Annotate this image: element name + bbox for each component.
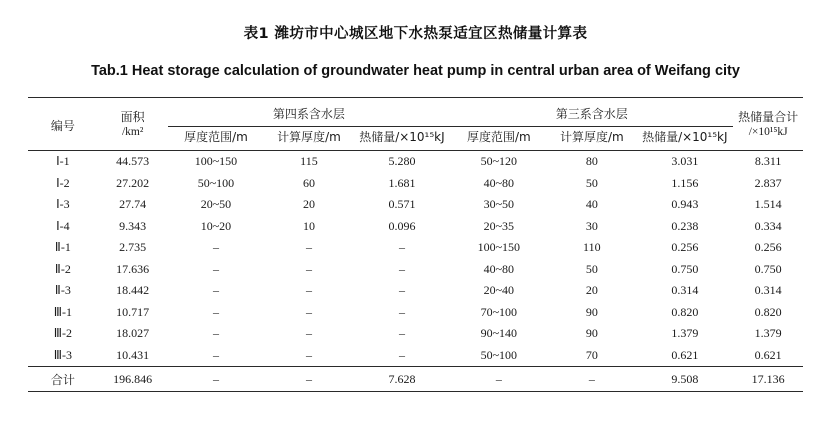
cell-q-heat: – [398,347,405,362]
cell-total-area: 196.846 [98,367,168,392]
cell-total-t-range: – [450,367,547,392]
cell-t-range: 20~35 [483,218,515,233]
header-q-heat: 热储量/×10¹⁵kJ [359,130,445,144]
table-bottom-rule [28,391,803,392]
cell-id: Ⅰ-1 [56,154,70,169]
cell-total: 2.837 [754,175,782,190]
cell-t-thick: 80 [585,154,598,169]
header-area [98,98,168,151]
cell-total-label: 合计 [28,367,98,392]
cell-q-heat: – [398,304,405,319]
cell-total: 1.379 [754,326,782,341]
cell-q-range: – [212,261,219,276]
cell-t-range: 20~40 [483,283,515,298]
cell-q-thick: 10 [302,218,315,233]
cell-area: 27.74 [119,197,147,212]
cell-id: Ⅱ-2 [54,261,71,276]
table-row [28,345,803,367]
cell-t-heat: 1.156 [671,175,699,190]
cell-total-sum: 17.136 [733,367,803,392]
cell-q-thick: – [305,283,312,298]
cell-q-heat: 5.280 [388,154,416,169]
header-q-calc-thickness: 计算厚度/m [277,130,341,144]
header-t-thickness-range: 厚度范围/m [466,130,531,144]
table-row [28,323,803,345]
header-area-line2: /km² [121,126,144,139]
table-container [28,97,803,392]
cell-id: Ⅲ-2 [53,326,73,341]
header-total-line2: /×10¹⁵kJ [748,126,788,139]
cell-t-heat: 3.031 [671,154,699,169]
cell-q-heat: – [398,326,405,341]
cell-total: 0.820 [754,304,782,319]
cell-total-q-heat: 7.628 [354,367,451,392]
cell-q-heat: – [398,283,405,298]
cell-t-range: 90~140 [480,326,518,341]
cell-t-heat: 0.238 [671,218,699,233]
cell-id: Ⅲ-3 [53,347,73,362]
cell-id: Ⅱ-3 [54,283,71,298]
cell-area: 9.343 [119,218,147,233]
cell-t-thick: 30 [585,218,598,233]
cell-q-thick: – [305,240,312,255]
cell-id: Ⅰ-3 [56,197,70,212]
cell-total: 8.311 [754,154,782,169]
cell-t-thick: 50 [585,175,598,190]
cell-q-heat: 0.571 [388,197,416,212]
table-title-chinese: 表1 潍坊市中心城区地下水热泵适宜区热储量计算表 [243,26,588,42]
header-area-line1: 面积 [120,110,145,125]
cell-total-t-heat: 9.508 [636,367,733,392]
cell-total: 0.334 [754,218,782,233]
cell-t-heat: 1.379 [671,326,699,341]
table-row [28,216,803,238]
cell-q-heat: 0.096 [388,218,416,233]
cell-t-range: 100~150 [477,240,521,255]
header-group-tertiary: 第三系含水层 [450,98,733,127]
header-t-heat: 热储量/×10¹⁵kJ [642,130,728,144]
cell-total: 0.750 [754,261,782,276]
table-row [28,302,803,324]
cell-t-range: 40~80 [483,261,515,276]
cell-q-range: – [212,240,219,255]
heat-storage-table [28,97,803,391]
cell-t-range: 30~50 [483,197,515,212]
cell-q-range: – [212,283,219,298]
cell-area: 2.735 [119,240,147,255]
table-total-row [28,367,803,392]
table-row [28,194,803,216]
cell-q-thick: 115 [300,154,318,169]
cell-t-heat: 0.750 [671,261,699,276]
cell-q-range: – [212,326,219,341]
cell-total: 0.621 [754,347,782,362]
cell-t-heat: 0.820 [671,304,699,319]
cell-q-thick: – [305,261,312,276]
cell-t-thick: 110 [583,240,601,255]
cell-q-range: – [212,304,219,319]
cell-area: 27.202 [116,175,150,190]
header-row-groups [28,98,803,127]
header-id: 编号 [28,98,98,151]
header-q-thickness-range: 厚度范围/m [184,130,248,144]
cell-q-range: – [212,347,219,362]
cell-total: 1.514 [754,197,782,212]
cell-t-range: 70~100 [480,304,518,319]
header-group-quaternary: 第四系含水层 [168,98,451,127]
cell-id: Ⅰ-4 [56,218,70,233]
header-t-calc-thickness: 计算厚度/m [559,130,624,144]
cell-t-heat: 0.314 [671,283,699,298]
cell-area: 18.027 [116,326,150,341]
cell-t-range: 50~100 [480,347,518,362]
cell-total: 0.256 [754,240,782,255]
cell-t-heat: 0.621 [671,347,699,362]
document-page [0,22,831,443]
table-row [28,280,803,302]
cell-total-q-range: – [168,367,265,392]
cell-t-thick: 50 [585,261,598,276]
cell-id: Ⅱ-1 [54,240,71,255]
cell-t-thick: 20 [585,283,598,298]
cell-area: 18.442 [116,283,150,298]
table-row [28,259,803,281]
table-body [28,151,803,392]
cell-total: 0.314 [754,283,782,298]
table-row [28,151,803,173]
cell-q-heat: – [398,261,405,276]
cell-q-range: 20~50 [200,197,232,212]
table-header [28,98,803,151]
table-row [28,173,803,195]
cell-q-range: 50~100 [197,175,235,190]
cell-total-q-thick: – [264,367,353,392]
table-row [28,237,803,259]
cell-q-range: 100~150 [194,154,238,169]
cell-total-t-thick: – [547,367,636,392]
cell-area: 10.431 [116,347,150,362]
cell-q-heat: – [398,240,405,255]
cell-t-thick: 70 [585,347,598,362]
cell-t-heat: 0.256 [671,240,699,255]
cell-t-range: 50~120 [480,154,518,169]
cell-id: Ⅰ-2 [56,175,70,190]
cell-area: 17.636 [116,261,150,276]
cell-t-thick: 90 [585,304,598,319]
cell-q-thick: 20 [302,197,315,212]
cell-t-range: 40~80 [483,175,515,190]
cell-t-thick: 90 [585,326,598,341]
cell-q-range: 10~20 [200,218,232,233]
cell-t-heat: 0.943 [671,197,699,212]
cell-area: 10.717 [116,304,150,319]
table-title-english: Tab.1 Heat storage calculation of groundwater heat pump in central urban area of Weifang city [91,63,740,79]
cell-q-heat: 1.681 [388,175,416,190]
cell-id: Ⅲ-1 [53,304,73,319]
cell-q-thick: – [305,304,312,319]
cell-t-thick: 40 [585,197,598,212]
cell-q-thick: – [305,347,312,362]
header-total [733,98,803,151]
header-total-line1: 热储量合计 [738,110,799,125]
cell-area: 44.573 [116,154,150,169]
cell-q-thick: 60 [302,175,315,190]
cell-q-thick: – [305,326,312,341]
